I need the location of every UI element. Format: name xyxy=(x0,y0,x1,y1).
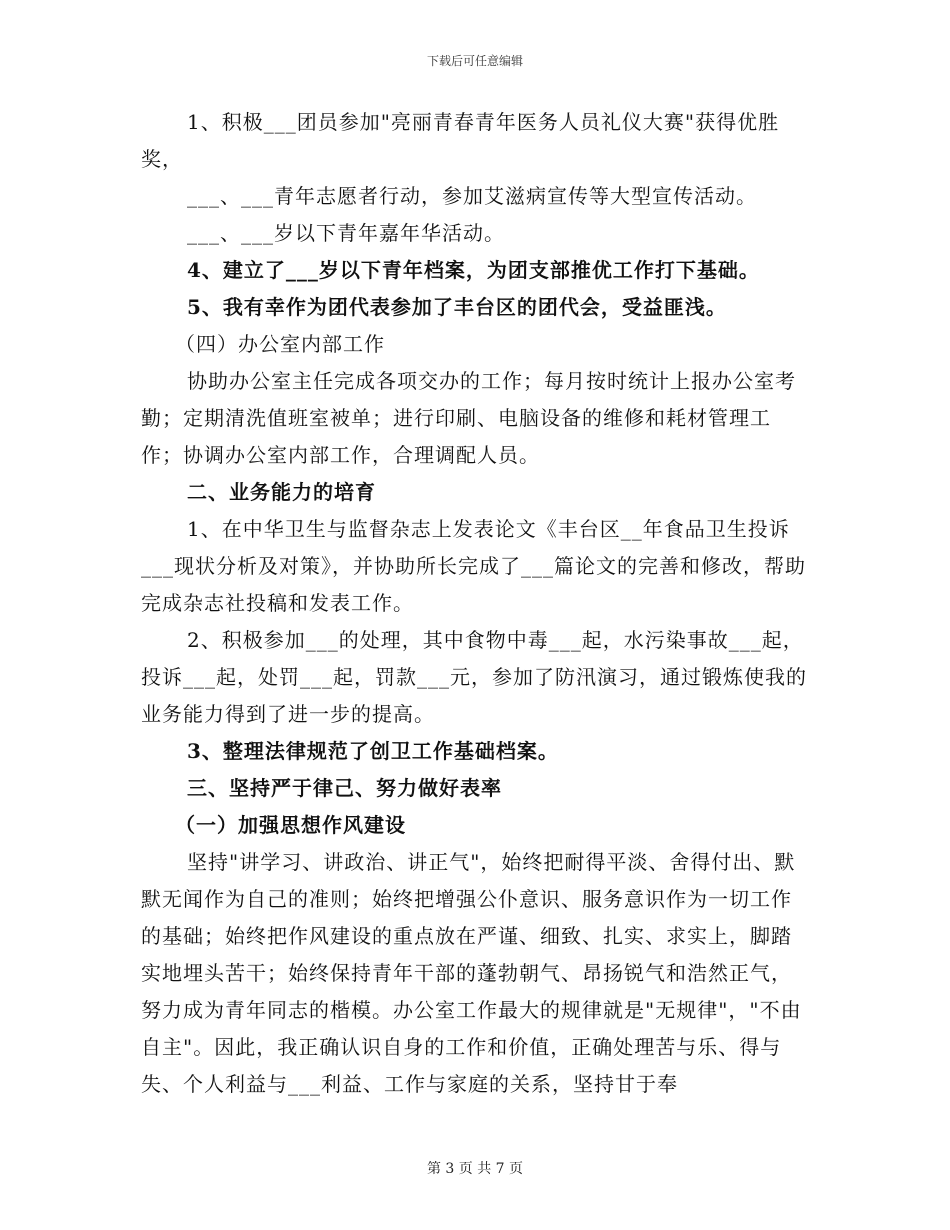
paragraph-office-work: 协助办公室主任完成各项交办的工作；每月按时统计上报办公室考勤；定期清洗值班室被单；进行印刷、电脑设备的维修和耗材管理工作；协调办公室内部工作，合理调配人员。 xyxy=(141,369,796,467)
paragraph-2: ___、___青年志愿者行动，参加艾滋病宣传等大型宣传活动。 xyxy=(187,184,757,208)
page-header: 下载后可任意编辑 xyxy=(426,54,523,68)
page-footer: 第 3 页 共 7 页 xyxy=(426,1161,524,1177)
paragraph-3: ___、___岁以下青年嘉年华活动。 xyxy=(187,221,505,245)
paragraph-archives: 3、整理法律规范了创卫工作基础档案。 xyxy=(187,739,559,763)
paragraph-5: 5、我有幸作为团代表参加了丰台区的团代会，受益匪浅。 xyxy=(187,295,727,319)
paragraph-ideology: 坚持"讲学习、讲政治、讲正气"，始终把耐得平淡、舍得付出、默默无闻作为自己的准则；始终把增强公仆意识、服务意识作为一切工作的基础；始终把作风建设的重点放在严谨、细致、扎实、求实上，脚踏实地埋头苦干；始终保持青年干部的蓬勃朝气、昂扬锐气和浩然正气，努力成为青年同志的楷模。办公室工作最大的规律就是"无规律"，"不由自主"。因此，我正确认识自身的工作和价值，正确处理苦与乐、得与失、个人利益与___利益、工作与家庭的关系，坚持甘于奉 xyxy=(141,850,802,1096)
paragraph-incidents: 2、积极参加___的处理，其中食物中毒___起，水污染事故___起，投诉___起，处罚___起，罚款___元，参加了防汛演习，通过锻炼使我的业务能力得到了进一步的提高。 xyxy=(141,628,807,726)
section-heading-discipline: 三、坚持严于律己、努力做好表率 xyxy=(187,776,502,800)
document-body xyxy=(141,104,809,1103)
section-heading-business: 二、业务能力的培育 xyxy=(187,480,376,504)
paragraph-4: 4、建立了___岁以下青年档案，为团支部推优工作打下基础。 xyxy=(187,258,760,282)
paragraph-1: 1、积极___团员参加"亮丽青春青年医务人员礼仪大赛"获得优胜奖， xyxy=(141,110,780,171)
paragraph-paper: 1、在中华卫生与监督杂志上发表论文《丰台区__年食品卫生投诉___现状分析及对策》，并协助所长完成了___篇论文的完善和修改，帮助完成杂志社投稿和发表工作。 xyxy=(141,517,806,615)
section-heading-ideology: （一）加强思想作风建设 xyxy=(175,813,406,837)
section-heading-office: （四）办公室内部工作 xyxy=(175,332,385,356)
